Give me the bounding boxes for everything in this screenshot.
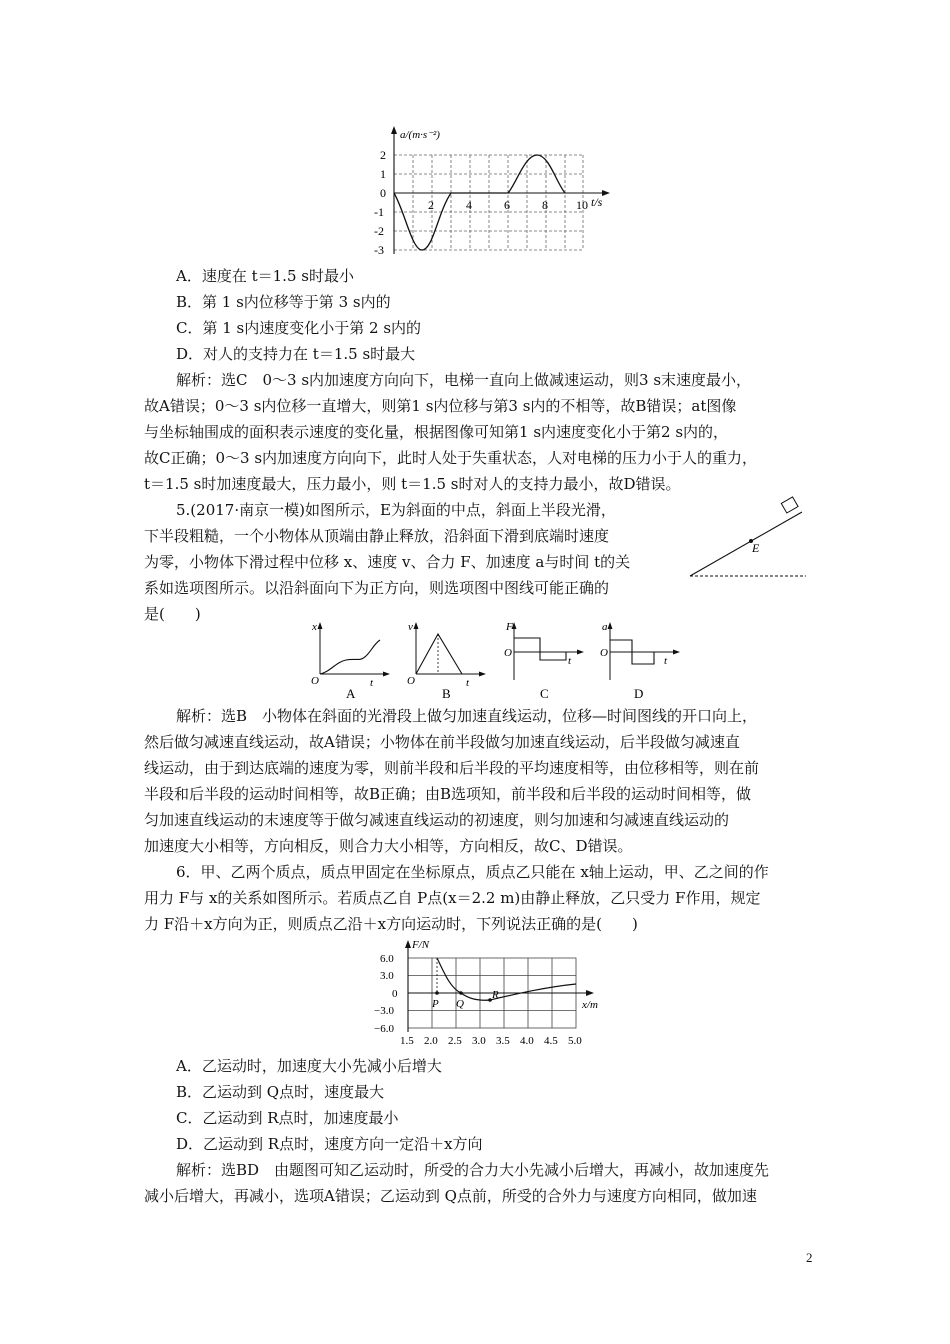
fx-xtick: 4.5 [544, 1035, 558, 1047]
at-xtick: 4 [466, 198, 472, 212]
at-ytick: -1 [374, 205, 384, 219]
q5-analysis-line: 加速度大小相等，方向相反，则合力大小相等，方向相反，故C、D错误。 [144, 837, 633, 855]
q4-option-c: C．第 1 s内速度变化小于第 2 s内的 [176, 319, 422, 337]
at-ylabel: a/(m·s⁻²) [400, 129, 440, 141]
fx-xtick: 4.0 [520, 1035, 534, 1047]
q6-analysis-line: 减小后增大，再减小，选项A错误；乙运动到 Q点前，所受的合外力与速度方向相同，做加速 [144, 1187, 757, 1205]
fx-ytick: 6.0 [380, 953, 394, 965]
q5-stem-line: 是( ) [144, 605, 201, 623]
fx-xtick: 3.0 [472, 1035, 486, 1047]
fx-ylabel: F/N [412, 939, 430, 951]
q6-analysis-line: 解析：选BD 由题图可知乙运动时，所受的合力大小先减小后增大，再减小，故加速度先 [176, 1161, 770, 1179]
q5-graph-a [308, 618, 392, 702]
q6-option-c: C．乙运动到 R点时，加速度最小 [176, 1109, 399, 1127]
page-number: 2 [806, 1250, 813, 1265]
fx-xtick: 2.5 [448, 1035, 462, 1047]
q5-graph-a-origin: O [311, 675, 319, 687]
incline-point-e: E [752, 541, 760, 555]
q5-stem-line: 系如选项图所示。以沿斜面向下为正方向，则选项图中图线可能正确的 [144, 579, 610, 597]
q5-graph-c-origin: O [504, 647, 512, 659]
q5-graph-c-ylabel: F [506, 621, 513, 633]
q5-analysis-line: 匀加速直线运动的末速度等于做匀减速直线运动的初速度，则匀加速和匀减速直线运动的 [144, 811, 730, 829]
q4-option-b: B．第 1 s内位移等于第 3 s内的 [176, 293, 391, 311]
fx-xtick: 2.0 [424, 1035, 438, 1047]
at-xtick: 2 [428, 198, 434, 212]
q5-graph-b [404, 618, 488, 702]
q5-graph-a-ylabel: x [312, 621, 317, 633]
q5-graph-b-origin: O [407, 675, 415, 687]
fx-ytick: 3.0 [380, 970, 394, 982]
at-xlabel: t/s [591, 195, 603, 209]
q6-option-b: B．乙运动到 Q点时，速度最大 [176, 1083, 385, 1101]
q5-graph-c-xlabel: t [568, 655, 572, 667]
q4-analysis-line: 与坐标轴围成的面积表示速度的变化量，根据图像可知第1 s内速度变化小于第2 s内的， [144, 423, 729, 441]
q6-stem-line: 6．甲、乙两个质点，质点甲固定在坐标原点，质点乙只能在 x轴上运动，甲、乙之间的作 [176, 863, 769, 881]
q5-stem-line: 5.(2017·南京一模)如图所示，E为斜面的中点，斜面上半段光滑， [176, 501, 616, 519]
q5-graph-d-xlabel: t [664, 655, 668, 667]
fx-xlabel: x/m [582, 999, 598, 1011]
q5-analysis-line: 线运动，由于到达底端的速度为零，则前半段和后半段的平均速度相等，由位移相等，则在前 [144, 759, 760, 777]
q4-option-d: D．对人的支持力在 t＝1.5 s时最大 [176, 345, 416, 363]
q5-analysis-line: 解析：选B 小物体在斜面的光滑段上做匀加速直线运动，位移—时间图线的开口向上， [176, 707, 758, 725]
at-ytick: 0 [380, 186, 386, 200]
q5-graph-a-letter: A [346, 686, 356, 701]
q6-stem-line: 用力 F与 x的关系如图所示。若质点乙自 P点(x＝2.2 m)由静止释放，乙只受力 F作用，规定 [144, 889, 761, 907]
fx-xtick: 3.5 [496, 1035, 510, 1047]
at-xtick: 10 [576, 198, 588, 212]
q5-stem-line: 为零，小物体下滑过程中位移 x、速度 v、合力 F、加速度 a与时间 t的关 [144, 553, 631, 571]
q5-graph-d-ylabel: a [602, 621, 608, 633]
q6-option-d: D．乙运动到 R点时，速度方向一定沿＋x方向 [176, 1135, 483, 1153]
at-ytick: 2 [380, 148, 386, 162]
fx-point-q: Q [456, 998, 464, 1010]
fx-graph [366, 936, 618, 1050]
q5-stem-line: 下半段粗糙，一个小物体从顶端由静止释放，沿斜面下滑到底端时速度 [144, 527, 610, 545]
at-ytick: -2 [374, 224, 384, 238]
q4-analysis-line: 故A错误；0～3 s内位移一直增大，则第1 s内位移与第3 s内的不相等，故B错误；at图像 [144, 397, 737, 415]
at-ytick: -3 [374, 243, 384, 257]
fx-xtick: 5.0 [568, 1035, 582, 1047]
at-graph [360, 122, 622, 260]
fx-point-p: P [432, 998, 439, 1010]
q5-graph-d-letter: D [634, 686, 644, 701]
fx-ytick: −3.0 [374, 1005, 394, 1017]
q6-option-a: A．乙运动时，加速度大小先减小后增大 [176, 1057, 442, 1075]
q6-stem-line: 力 F沿＋x方向为正，则质点乙沿＋x方向运动时，下列说法正确的是( ) [144, 915, 638, 933]
fx-ytick: 0 [392, 988, 398, 1000]
q5-graph-c-letter: C [540, 686, 549, 701]
q5-graph-d-origin: O [600, 647, 608, 659]
q4-analysis-line: 故C正确；0～3 s内加速度方向向下，此时人处于失重状态，人对电梯的压力小于人的重力， [144, 449, 758, 467]
q5-graph-b-ylabel: v [408, 621, 413, 633]
at-xtick: 8 [542, 198, 548, 212]
q5-analysis-line: 然后做匀减速直线运动，故A错误；小物体在前半段做匀加速直线运动，后半段做匀减速直 [144, 733, 740, 751]
q4-analysis-line: 解析：选C 0～3 s内加速度方向向下，电梯一直向上做减速运动，则3 s末速度最小， [176, 371, 752, 389]
fx-ytick: −6.0 [374, 1023, 394, 1035]
at-ytick: 1 [380, 167, 386, 181]
fx-xtick: 1.5 [400, 1035, 414, 1047]
q5-graph-c [502, 618, 586, 702]
q5-graph-a-xlabel: t [370, 677, 374, 689]
q4-option-a: A．速度在 t＝1.5 s时最小 [176, 267, 354, 285]
fx-point-r: R [492, 989, 499, 1001]
q5-graph-b-letter: B [442, 686, 451, 701]
q5-graph-d [598, 618, 682, 702]
incline-figure [686, 496, 810, 580]
q5-graph-b-xlabel: t [466, 677, 470, 689]
q4-analysis-line: t＝1.5 s时加速度最大，压力最小，则 t＝1.5 s时对人的支持力最小，故D错误。 [144, 475, 681, 493]
at-xtick: 6 [504, 198, 510, 212]
q5-analysis-line: 半段和后半段的运动时间相等，故B正确；由B选项知，前半段和后半段的运动时间相等，做 [144, 785, 752, 803]
